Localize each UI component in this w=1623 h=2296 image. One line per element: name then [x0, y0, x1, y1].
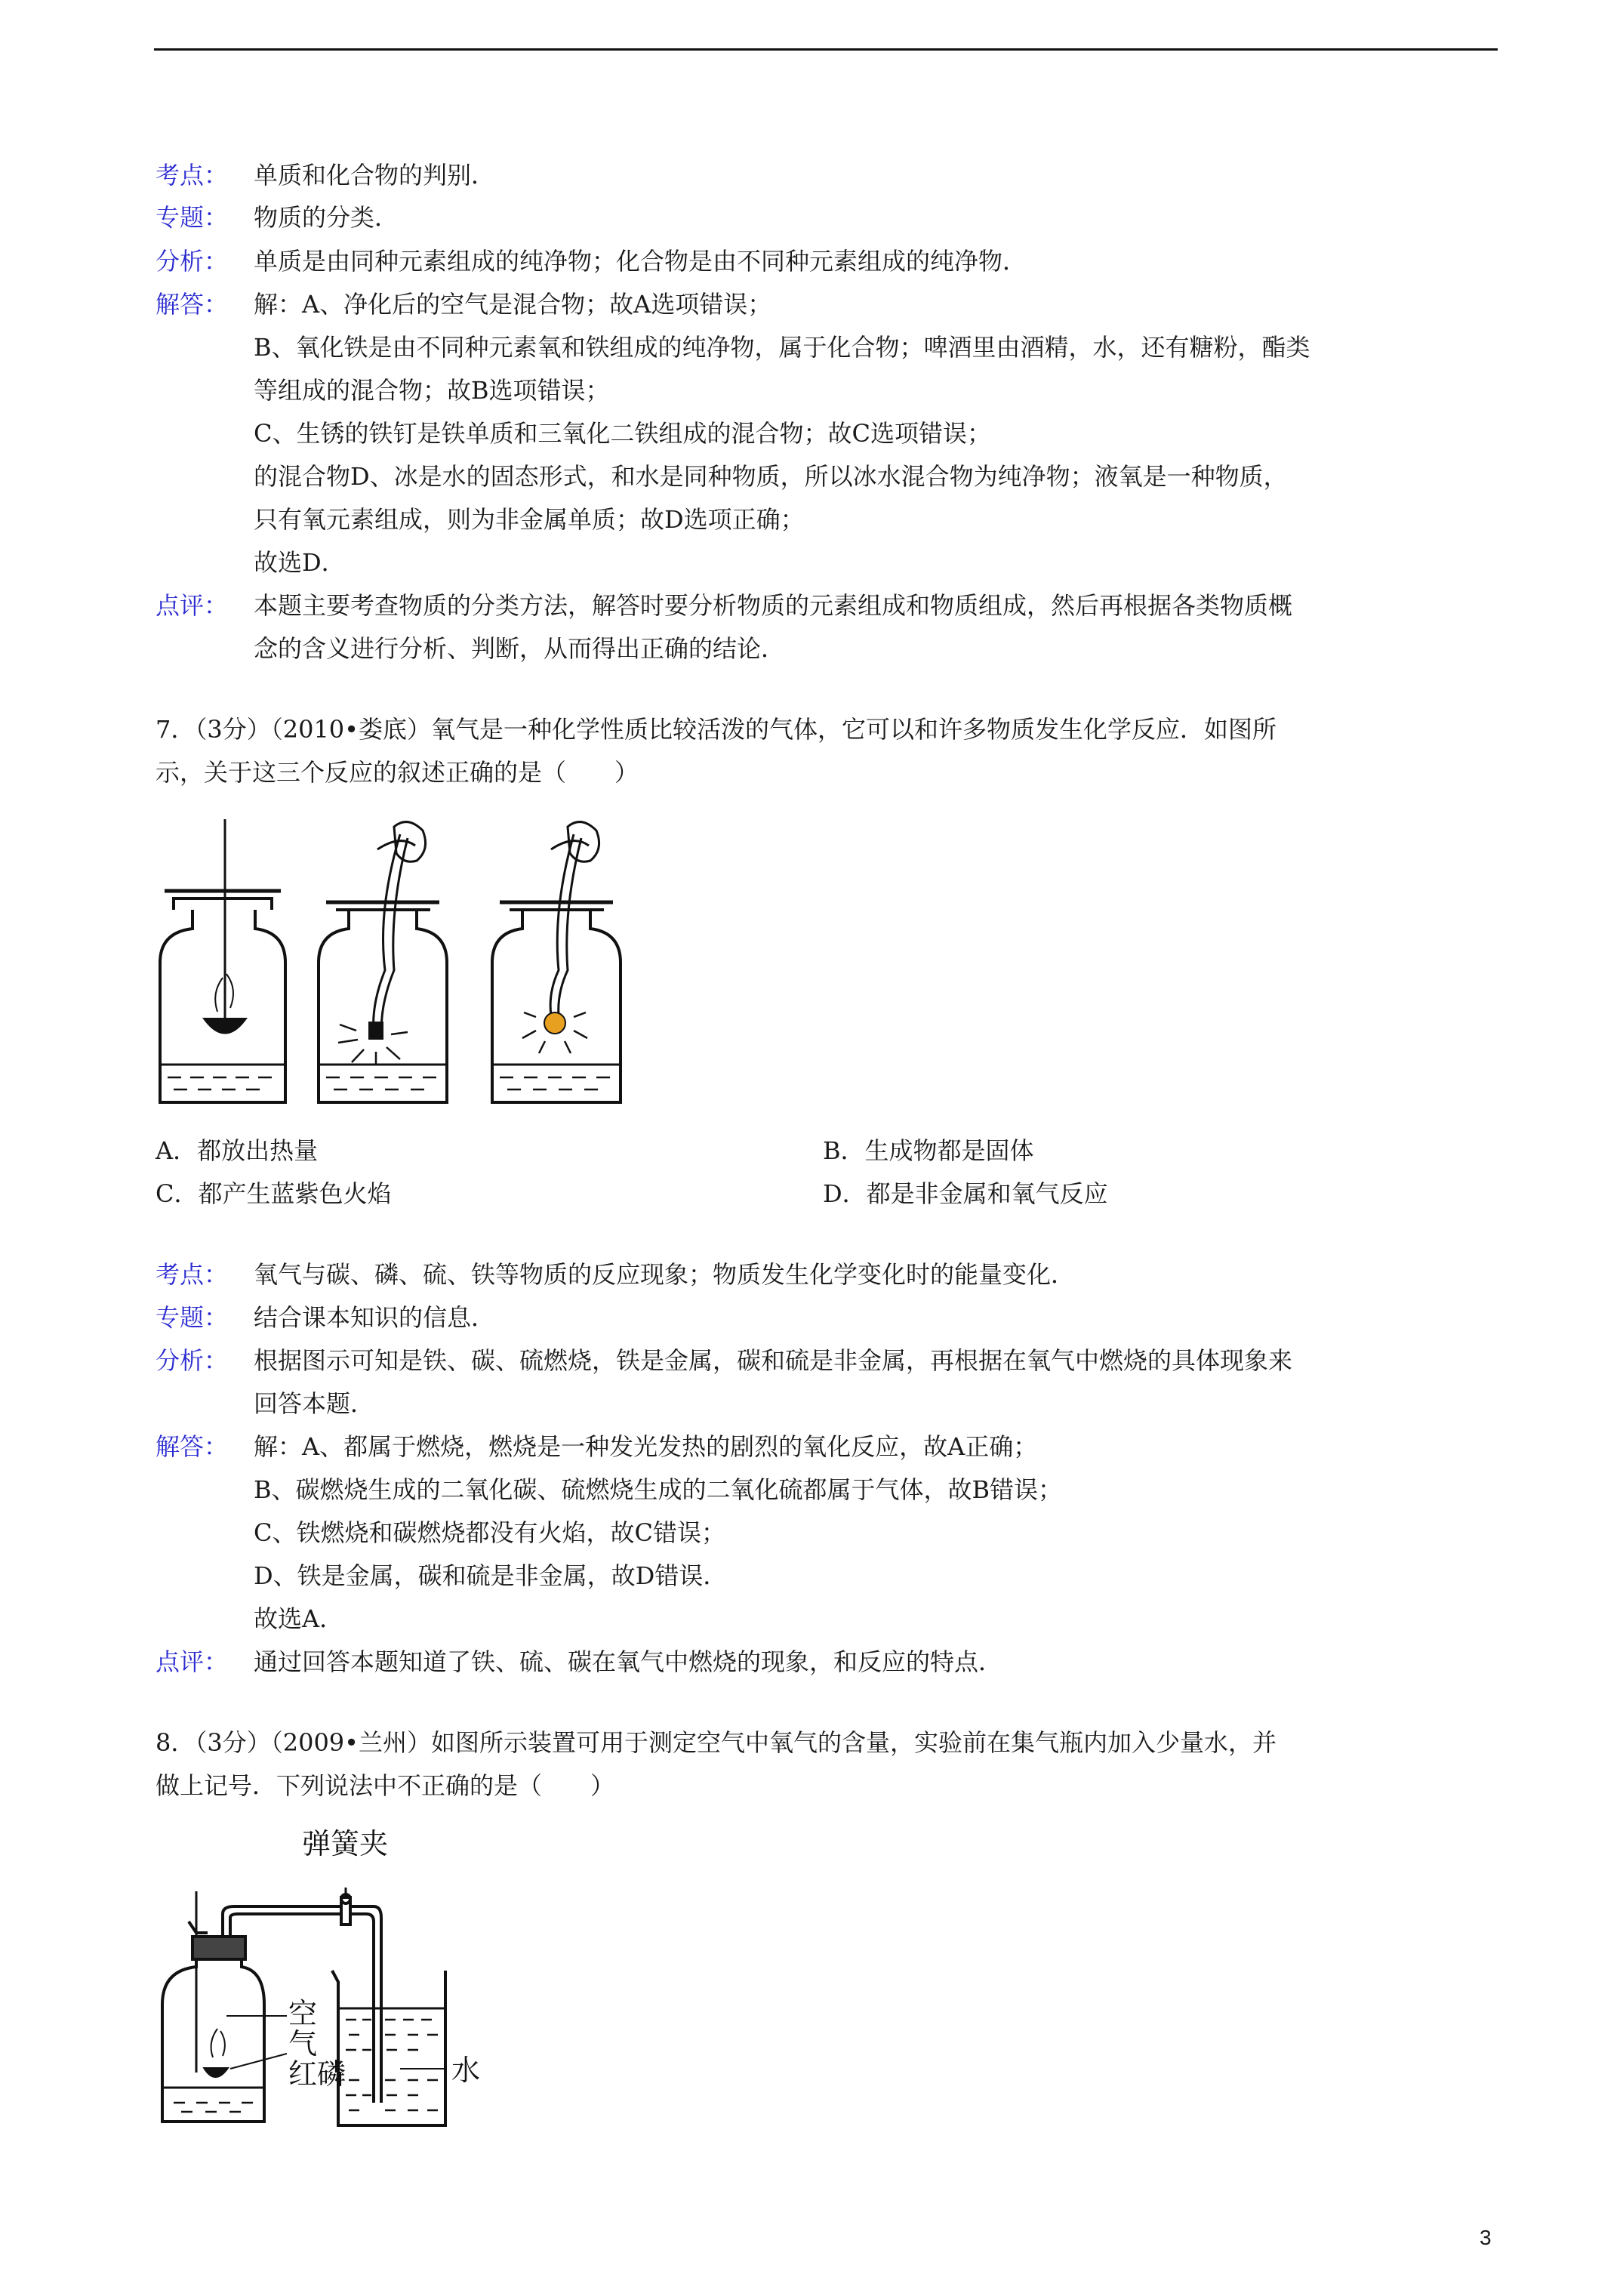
q7-jieda-line: C、铁燃烧和碳燃烧都没有火焰，故C错误；	[254, 1518, 725, 1547]
q6-jieda-line: 解：A、净化后的空气是混合物；故A选项错误；	[254, 290, 772, 319]
q6-kaodian-label: 考点：	[156, 161, 229, 190]
q6-dianping-line: 本题主要考查物质的分类方法，解答时要分析物质的元素组成和物质组成，然后再根据各类物质概	[254, 591, 1293, 620]
q6-jieda-line: C、生锈的铁钉是铁单质和三氧化二铁组成的混合物；故C选项错误；	[254, 419, 991, 448]
q7-zhuanti-label: 专题：	[156, 1303, 229, 1332]
q6-jieda-line: B、氧化铁是由不同种元素氧和铁组成的纯净物，属于化合物；啤酒里由酒精，水，还有糖粉，酯类	[254, 333, 1310, 362]
q7-jieda-label: 解答：	[156, 1432, 229, 1461]
q6-dianping-line: 念的含义进行分析、判断，从而得出正确的结论．	[254, 634, 786, 663]
q8-stem-line: 8．（3分）（2009•兰州）如图所示装置可用于测定空气中氧气的含量，实验前在集气瓶内加入少量水，并	[156, 1728, 1277, 1757]
jar-1	[160, 819, 285, 1102]
q7-jieda-line: B、碳燃烧生成的二氧化碳、硫燃烧生成的二氧化硫都属于气体，故B错误；	[254, 1475, 1063, 1504]
q7-zhuanti-text: 结合课本知识的信息．	[254, 1303, 496, 1332]
q6-jieda-line: 故选D．	[254, 548, 346, 577]
q7-fenxi-line: 回答本题．	[254, 1389, 375, 1418]
q7-jieda-line: 解：A、都属于燃烧，燃烧是一种发光发热的剧烈的氧化反应，故A正确；	[254, 1432, 1038, 1461]
q8-oxygen-apparatus-figure	[151, 1823, 574, 2133]
q7-fenxi-line: 根据图示可知是铁、碳、硫燃烧，铁是金属，碳和硫是非金属，再根据在氧气中燃烧的具体现象来	[254, 1346, 1293, 1375]
q7-fenxi-label: 分析：	[156, 1346, 229, 1375]
label-spring-clamp: 弹簧夹	[302, 1829, 389, 1860]
q7-dianping-text: 通过回答本题知道了铁、硫、碳在氧气中燃烧的现象，和反应的特点．	[254, 1647, 1003, 1676]
q7-dianping-label: 点评：	[156, 1647, 229, 1676]
page-number: 3	[1480, 2226, 1492, 2249]
q7-jieda-line: D、铁是金属，碳和硫是非金属，故D错误．	[254, 1561, 728, 1590]
q6-jieda-line: 的混合物D、冰是水的固态形式，和水是同种物质，所以冰水混合物为纯净物；液氧是一种物质，	[254, 462, 1288, 491]
jar-2	[319, 822, 447, 1102]
q7-option-d: D．都是非金属和氧气反应	[823, 1179, 1108, 1208]
q7-kaodian-text: 氧气与碳、磷、硫、铁等物质的反应现象；物质发生化学变化时的能量变化．	[254, 1260, 1076, 1289]
q7-option-a: A．都放出热量	[156, 1136, 319, 1165]
q6-jieda-line: 等组成的混合物；故B选项错误；	[254, 376, 610, 405]
label-red-phosphorus: 红磷	[288, 2059, 346, 2091]
jar-3	[492, 822, 621, 1102]
label-air-1: 空	[288, 1999, 318, 2030]
q7-jieda-line: 故选A．	[254, 1604, 344, 1633]
q7-option-b: B．生成物都是固体	[823, 1136, 1034, 1165]
q6-zhuanti-label: 专题：	[156, 203, 229, 232]
label-air-2: 气	[288, 2029, 318, 2060]
q6-dianping-label: 点评：	[156, 591, 229, 620]
q7-kaodian-label: 考点：	[156, 1260, 229, 1289]
q6-fenxi-text: 单质是由同种元素组成的纯净物；化合物是由不同种元素组成的纯净物．	[254, 247, 1027, 276]
q6-kaodian-text: 单质和化合物的判别．	[254, 161, 496, 190]
q6-zhuanti-text: 物质的分类．	[254, 203, 399, 232]
q7-stem-line: 7．（3分）（2010•娄底）氧气是一种化学性质比较活泼的气体，它可以和许多物质发生化学反应．如图所	[156, 715, 1277, 744]
q7-option-c: C．都产生蓝紫色火焰	[156, 1179, 392, 1208]
q6-fenxi-label: 分析：	[156, 247, 229, 276]
q6-jieda-label: 解答：	[156, 290, 229, 319]
q6-jieda-line: 只有氧元素组成，则为非金属单质；故D选项正确；	[254, 505, 805, 534]
q7-stem-line: 示，关于这三个反应的叙述正确的是（ ）	[156, 758, 639, 787]
header-rule	[154, 48, 1498, 51]
q7-combustion-jars-figure	[151, 819, 785, 1121]
label-water: 水	[451, 2055, 481, 2087]
q8-stem-line: 做上记号．下列说法中不正确的是（ ）	[156, 1771, 615, 1800]
